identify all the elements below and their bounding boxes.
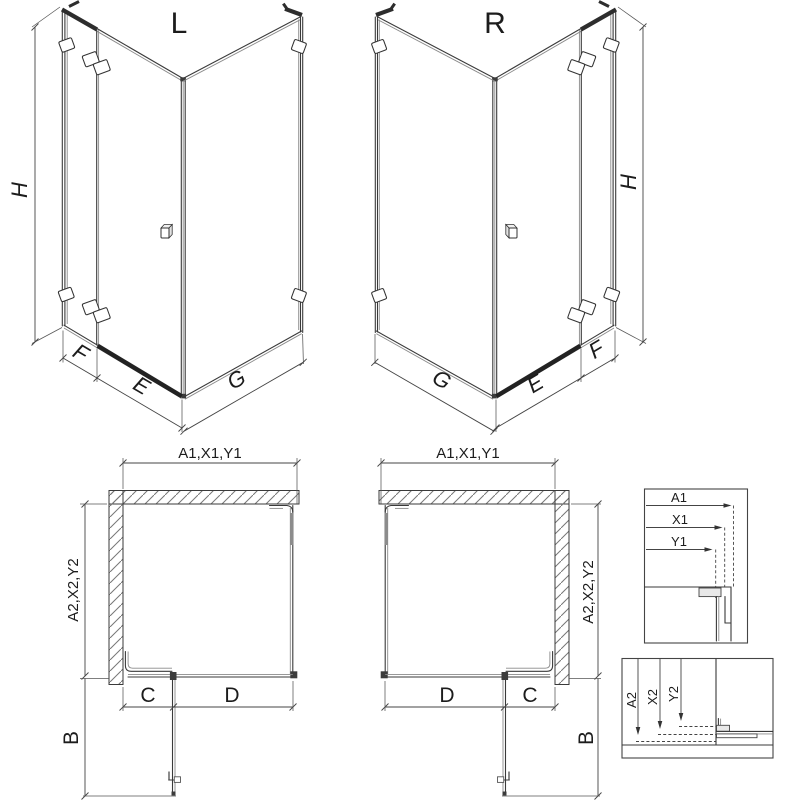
variant-label-right: R [484, 7, 506, 40]
dim-e-left: E [129, 371, 155, 401]
plan-depth-label-right: A2,X2,Y2 [580, 560, 597, 624]
view-3d-left [7, 2, 307, 435]
plan-view-left [60, 445, 301, 800]
view-3d-right [371, 2, 646, 435]
plan-width-label-right: A1,X1,Y1 [436, 445, 500, 462]
detail-width-box [645, 489, 748, 643]
detail-depth-box [622, 659, 773, 759]
dim-f-left: F [68, 338, 93, 367]
plan-width-label-left: A1,X1,Y1 [178, 445, 242, 462]
detail-a2-label: A2 [624, 692, 639, 708]
door-pivot-right-plan [502, 672, 509, 680]
detail-x2-label: X2 [645, 689, 660, 705]
dim-c-left: C [140, 684, 156, 707]
variant-label-left: L [170, 7, 188, 40]
detail-x1-label: X1 [672, 512, 688, 527]
wall-top-right-plan [379, 491, 569, 505]
detail-a1-label: A1 [671, 490, 687, 505]
detail-y2-label: Y2 [666, 686, 681, 702]
dim-f-right: F [584, 335, 609, 364]
plan-view-right [378, 445, 602, 800]
dim-g-right: G [428, 364, 456, 395]
wall-side-left-plan [109, 491, 123, 685]
dim-g-left: G [222, 364, 250, 395]
dim-b-right: B [575, 730, 598, 746]
door-pivot-left-plan [170, 672, 177, 680]
plan-depth-label-left: A2,X2,Y2 [65, 558, 82, 622]
wall-top-left-plan [109, 491, 299, 505]
dim-d-left: D [224, 684, 240, 707]
dim-e-right: E [522, 369, 548, 399]
detail-y1-label: Y1 [671, 534, 687, 549]
wall-side-right-plan [555, 491, 569, 685]
dim-b-left: B [60, 730, 83, 746]
dim-h-right: H [616, 174, 641, 190]
dim-h-left: H [7, 182, 32, 198]
dim-d-right: D [439, 684, 455, 707]
dim-c-right: C [522, 684, 538, 707]
